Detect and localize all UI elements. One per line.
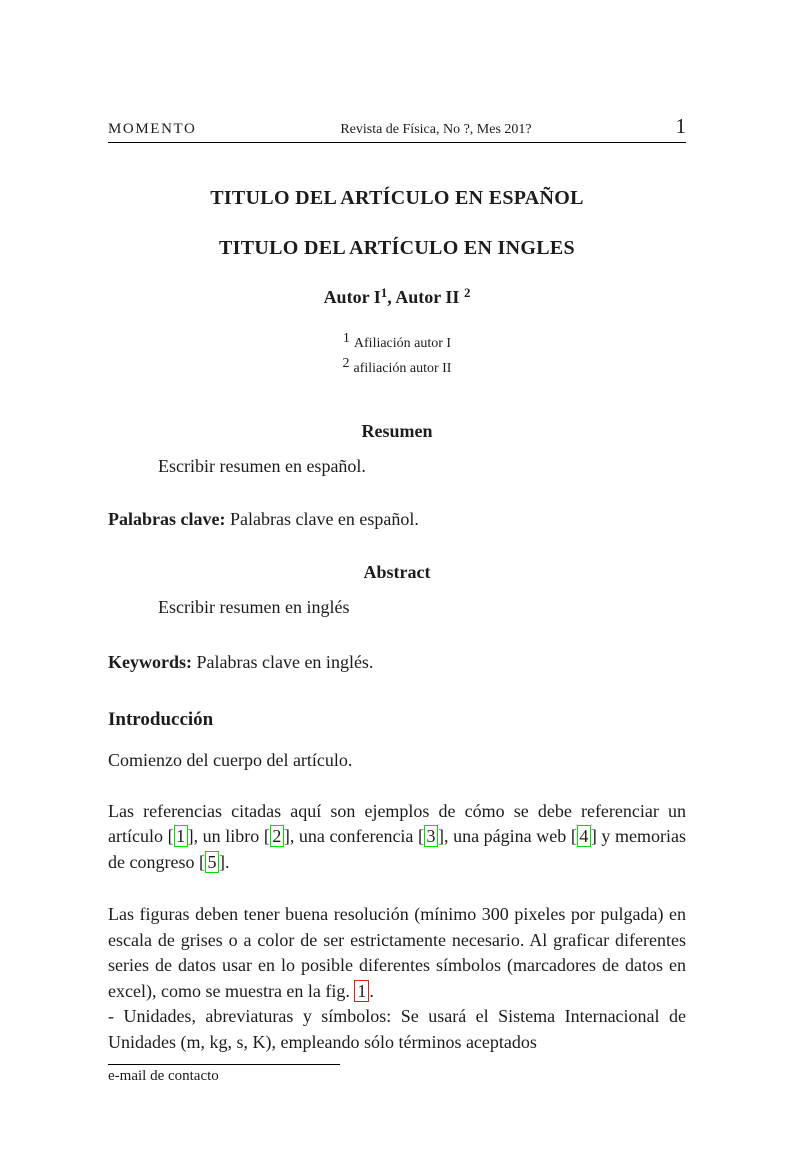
citation-number-5: 5	[205, 851, 219, 873]
refs-text-6: .	[224, 851, 230, 872]
keywords-line	[108, 650, 686, 675]
refs-text-4: , una página web	[444, 826, 571, 846]
author-line	[108, 287, 686, 308]
bracket-open: [	[263, 826, 270, 846]
bracket-open: [	[418, 826, 425, 846]
bracket-close: ]	[438, 826, 445, 846]
figures-paragraph	[108, 902, 686, 1004]
citation-link-4[interactable]	[571, 825, 597, 847]
citation-link-3[interactable]	[418, 825, 444, 847]
resumen-heading: Resumen	[361, 421, 433, 441]
issue-info: Revista de Física, No ?, Mes 201?	[340, 122, 532, 137]
affiliation-2-text: afiliación autor II	[353, 361, 452, 376]
running-header	[108, 114, 686, 143]
bracket-close: ]	[218, 851, 225, 872]
citation-number-1: 1	[174, 825, 188, 847]
text-column	[108, 0, 686, 1085]
figure-reference-link[interactable]: 1	[354, 980, 369, 1002]
citation-number-2: 2	[270, 825, 284, 847]
bracket-open: [	[167, 826, 174, 846]
affiliation-1-text: Afiliación autor I	[353, 336, 452, 351]
citation-link-2[interactable]	[264, 825, 290, 847]
citation-link-1[interactable]	[168, 825, 194, 847]
affiliation-1	[108, 331, 686, 356]
article-title-spanish: TITULO DEL ARTÍCULO EN ESPAÑOL	[210, 187, 584, 209]
bracket-close: ]	[283, 826, 290, 846]
refs-text-2: , un libro	[193, 826, 264, 846]
keywords-label: Keywords:	[108, 652, 192, 672]
author-2-name: Autor II	[395, 287, 460, 307]
author-1-name: Autor I	[323, 287, 381, 307]
refs-text-1: Las referencias citadas aquí son ejemplos de cómo se debe referenciar un artículo	[108, 800, 686, 846]
figs-text-1: Las figuras deben tener buena resolución (mínimo 300 pixeles por pulgada) en escala de grises o a color de ser estrictamente necesario. Al graficar diferentes series de datos usar en lo posible diferentes símbolos (marcadores de datos en excel), como se muestra en la fig.	[108, 904, 686, 1001]
footnote-email-contact: e-mail de contacto	[108, 1068, 219, 1084]
palabras-clave-text: Palabras clave en español.	[225, 509, 419, 529]
bracket-open: [	[570, 826, 577, 846]
bracket-close: ]	[187, 826, 194, 846]
author-2-affiliation-mark: 2	[463, 285, 471, 301]
intro-first-paragraph: Comienzo del cuerpo del artículo.	[108, 750, 353, 770]
author-separator: ,	[387, 287, 396, 307]
author-1-affiliation-mark: 1	[380, 285, 388, 301]
bracket-open: [	[198, 851, 205, 872]
abstract-body: Escribir resumen en inglés	[158, 597, 350, 617]
bracket-close: ]	[590, 826, 597, 846]
affiliation-1-mark: 1	[342, 331, 350, 347]
affiliations	[108, 331, 686, 381]
keywords-text: Palabras clave en inglés.	[192, 652, 374, 672]
affiliation-2-mark: 2	[342, 356, 350, 372]
palabras-clave-label: Palabras clave:	[108, 509, 226, 529]
citation-number-3: 3	[424, 825, 438, 847]
page-number: 1	[675, 114, 686, 138]
refs-text-3: , una conferencia	[289, 826, 419, 846]
figs-text-2: .	[369, 980, 374, 1001]
article-title-english: TITULO DEL ARTÍCULO EN INGLES	[219, 237, 575, 259]
citation-link-5[interactable]	[199, 851, 225, 873]
resumen-body: Escribir resumen en español.	[158, 456, 366, 476]
journal-name: MOMENTO	[108, 121, 197, 137]
affiliation-2	[108, 356, 686, 381]
units-paragraph: - Unidades, abreviaturas y símbolos: Se usará el Sistema Internacional de Unidades (m, kg, s, K), empleando sólo términos aceptados	[108, 1006, 686, 1052]
citation-number-4: 4	[577, 825, 591, 847]
palabras-clave-line	[108, 507, 686, 532]
references-paragraph	[108, 799, 686, 876]
section-heading-introduccion: Introducción	[108, 709, 214, 730]
refs-text-5: y memorias de congreso	[108, 826, 686, 872]
abstract-heading: Abstract	[363, 562, 431, 582]
footnote-rule	[108, 1064, 340, 1065]
